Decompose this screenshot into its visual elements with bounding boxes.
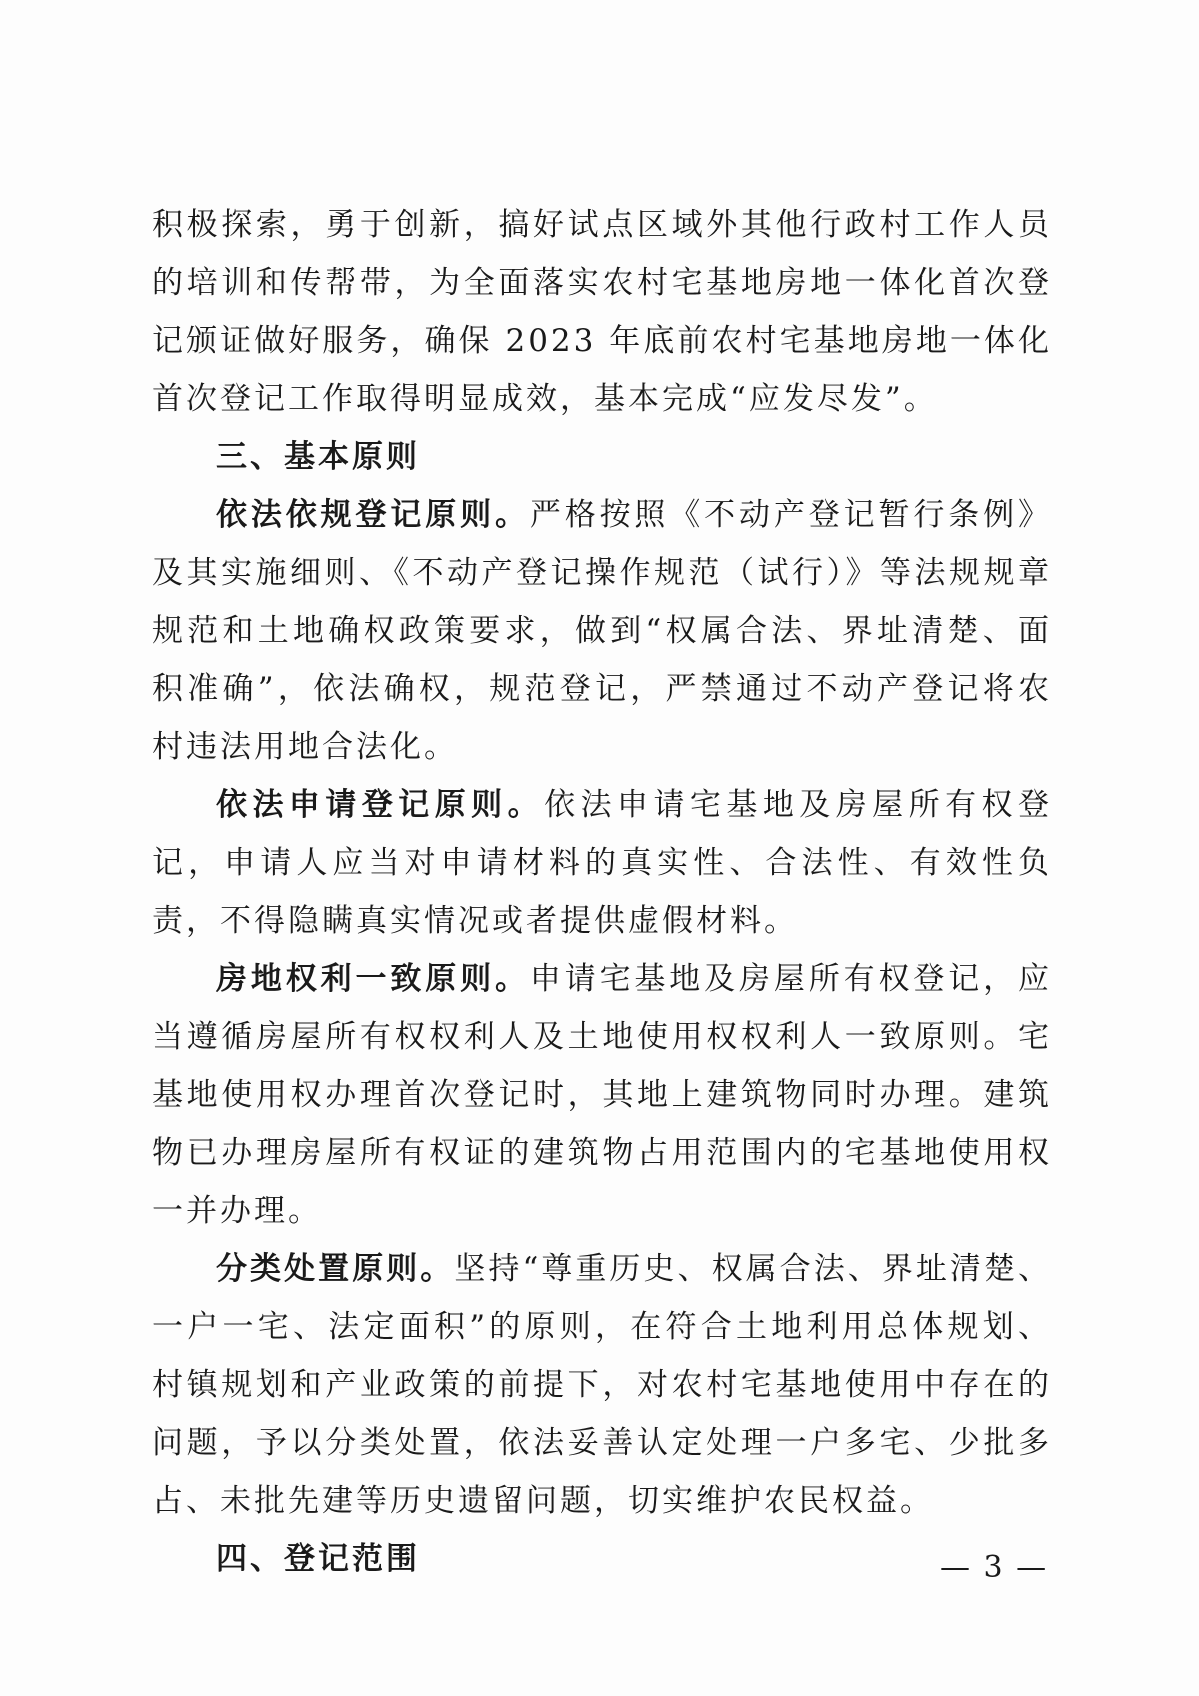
principle-lead: 分类处置原则。 [216,1251,455,1287]
principle-paragraph-lawful-registration [152,486,1052,776]
principle-text: 依法申请宅基地及房屋所有权登记，申请人应当对申请材料的真实性、合法性、有效性负责，不得隐瞒真实情况或者提供虚假材料。 [152,787,1053,939]
principle-paragraph-property-consistency [152,950,1052,1240]
principle-lead: 房地权利一致原则。 [216,961,530,997]
principle-paragraph-classified-handling [152,1240,1052,1530]
continuation-paragraph: 积极探索，勇于创新，搞好试点区域外其他行政村工作人员的培训和传帮带，为全面落实农村宅基地房地一体化首次登记颁证做好服务，确保 2023 年底前农村宅基地房地一体化首次登记工作取得明显成效，基本完成“应发尽发”。 [152,207,1052,417]
section-heading-registration-scope: 四、登记范围 [216,1541,420,1577]
principle-text: 坚持“尊重历史、权属合法、界址清楚、一户一宅、法定面积”的原则，在符合土地利用总体规划、村镇规划和产业政策的前提下，对农村宅基地使用中存在的问题，予以分类处置，依法妥善认定处理一户多宅、少批多占、未批先建等历史遗留问题，切实维护农民权益。 [152,1251,1052,1519]
principle-text: 申请宅基地及房屋所有权登记，应当遵循房屋所有权权利人及土地使用权权利人一致原则。宅基地使用权办理首次登记时，其地上建筑物同时办理。建筑物已办理房屋所有权证的建筑物占用范围内的宅基地使用权一并办理。 [152,961,1053,1229]
page-number: — 3 — [940,1550,1049,1585]
principle-text: 严格按照《不动产登记暂行条例》及其实施细则、《不动产登记操作规范（试行）》等法规规章规范和土地确权政策要求，做到“权属合法、界址清楚、面积准确”，依法确权，规范登记，严禁通过不动产登记将农村违法用地合法化。 [152,497,1053,765]
principle-lead: 依法依规登记原则。 [216,497,530,533]
principle-lead: 依法申请登记原则。 [216,787,545,823]
section-heading-basic-principles: 三、基本原则 [216,439,420,475]
document-body [152,196,1052,1588]
principle-paragraph-lawful-application [152,776,1052,950]
